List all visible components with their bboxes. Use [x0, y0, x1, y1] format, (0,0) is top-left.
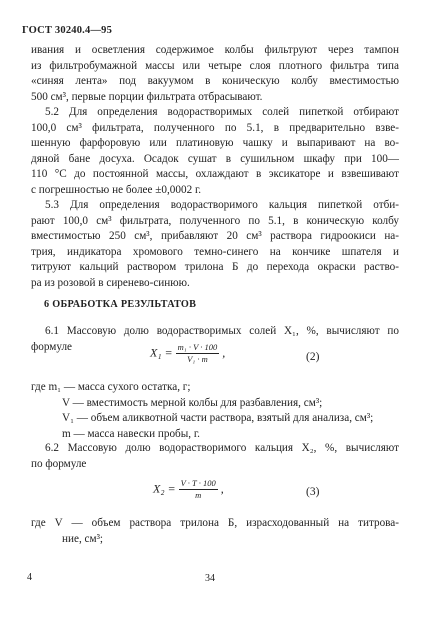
paragraph-5-1-continued	[31, 43, 399, 105]
page-marker: 4	[27, 572, 32, 583]
text-line: по формуле	[31, 457, 87, 470]
formula-tail: ,	[222, 345, 226, 360]
text-line: с погрешностью не более ±0,0002 г.	[31, 183, 202, 196]
text-line: 100,0 см³ фильтрата, полученного по 5.1, в предварительно взве-	[31, 121, 399, 134]
text-line: трия, индикатора хромового темно-синего на кончике шпателя и	[31, 245, 399, 258]
equation-number: (2)	[306, 351, 320, 363]
standard-header: ГОСТ 30240.4—95	[22, 25, 113, 36]
text-line: вместимостью 250 см³, прибавляют 20 см³ раствора гидроокиси на-	[31, 230, 399, 243]
text-line: шенную фарфоровую или платиновую чашку и выпаривают на во-	[31, 137, 399, 150]
text-line: 5.3 Для определения водорастворимого кальция пипеткой отби-	[45, 199, 399, 211]
formula-lhs: X₁ =	[150, 345, 173, 360]
formula-numerator: m₁ · V · 100	[177, 342, 218, 352]
paragraph-5-3	[31, 198, 399, 292]
section-title: 6 ОБРАБОТКА РЕЗУЛЬТАТОВ	[44, 299, 197, 310]
text-line: из фильтробумажной массы или четыре слоя плотного фильтра типа	[31, 59, 399, 72]
formula-numerator: V · T · 100	[180, 478, 216, 488]
paragraph-5-2	[31, 105, 399, 199]
formula-3	[153, 478, 224, 501]
text-line: дяной бане досуха. Осадок сушат в сушильном шкафу при 100—	[31, 152, 399, 165]
where-item: где m₁ — масса сухого остатка, г;	[31, 381, 191, 393]
text-line: 6.1 Массовую долю водорастворимых солей X₁, %, вычисляют по	[45, 325, 399, 337]
text-line: 110 °С до постоянной массы, охлаждают в эксикаторе и взвешивают	[31, 168, 399, 181]
text-line: 6.2 Массовую долю водорастворимого кальция X₂, %, вычисляют	[45, 442, 399, 454]
equation-number: (3)	[306, 486, 320, 498]
text-line: ра из розовой в сиренево-синюю.	[31, 276, 190, 289]
text-line: формуле	[31, 340, 72, 353]
text-line: «синяя лента» под вакуумом в коническую колбу вместимостью	[31, 75, 399, 88]
text-line: 500 см³, первые порции фильтрата отбрасывают.	[31, 90, 263, 103]
page-number: 34	[205, 573, 215, 584]
where-item: m — масса навески пробы, г.	[62, 427, 200, 440]
formula-denominator: m	[195, 490, 202, 500]
formula-fraction	[179, 478, 218, 501]
where-item: V₁ — объем аликвотной части раствора, взятый для анализа, см³;	[62, 412, 374, 425]
where-list-1	[31, 380, 399, 442]
text-line: 5.2 Для определения водорастворимых солей пипеткой отбирают	[45, 106, 399, 118]
where-item: V — вместимость мерной колбы для разбавления, см³;	[62, 396, 323, 409]
formula-tail: ,	[220, 481, 224, 496]
where-item: где V — объем раствора трилона Б, израсходованный на титрова-	[31, 517, 399, 529]
text-line: рают 100,0 см³ фильтрата, полученного по 5.1, в коническую колбу	[31, 214, 399, 227]
text-line: титруют кальций раствором трилона Б до перехода окраски раство-	[31, 261, 399, 274]
formula-lhs: X₂ =	[153, 481, 176, 496]
text-line: ивания и осветления содержимое колбы фильтруют через тампон	[31, 44, 399, 56]
formula-denominator: V₁ · m	[187, 354, 208, 364]
formula-2	[150, 342, 225, 365]
paragraph-6-2	[31, 441, 399, 472]
where-item: ние, см³;	[62, 532, 104, 545]
formula-fraction	[176, 342, 220, 365]
where-list-2	[31, 516, 399, 547]
